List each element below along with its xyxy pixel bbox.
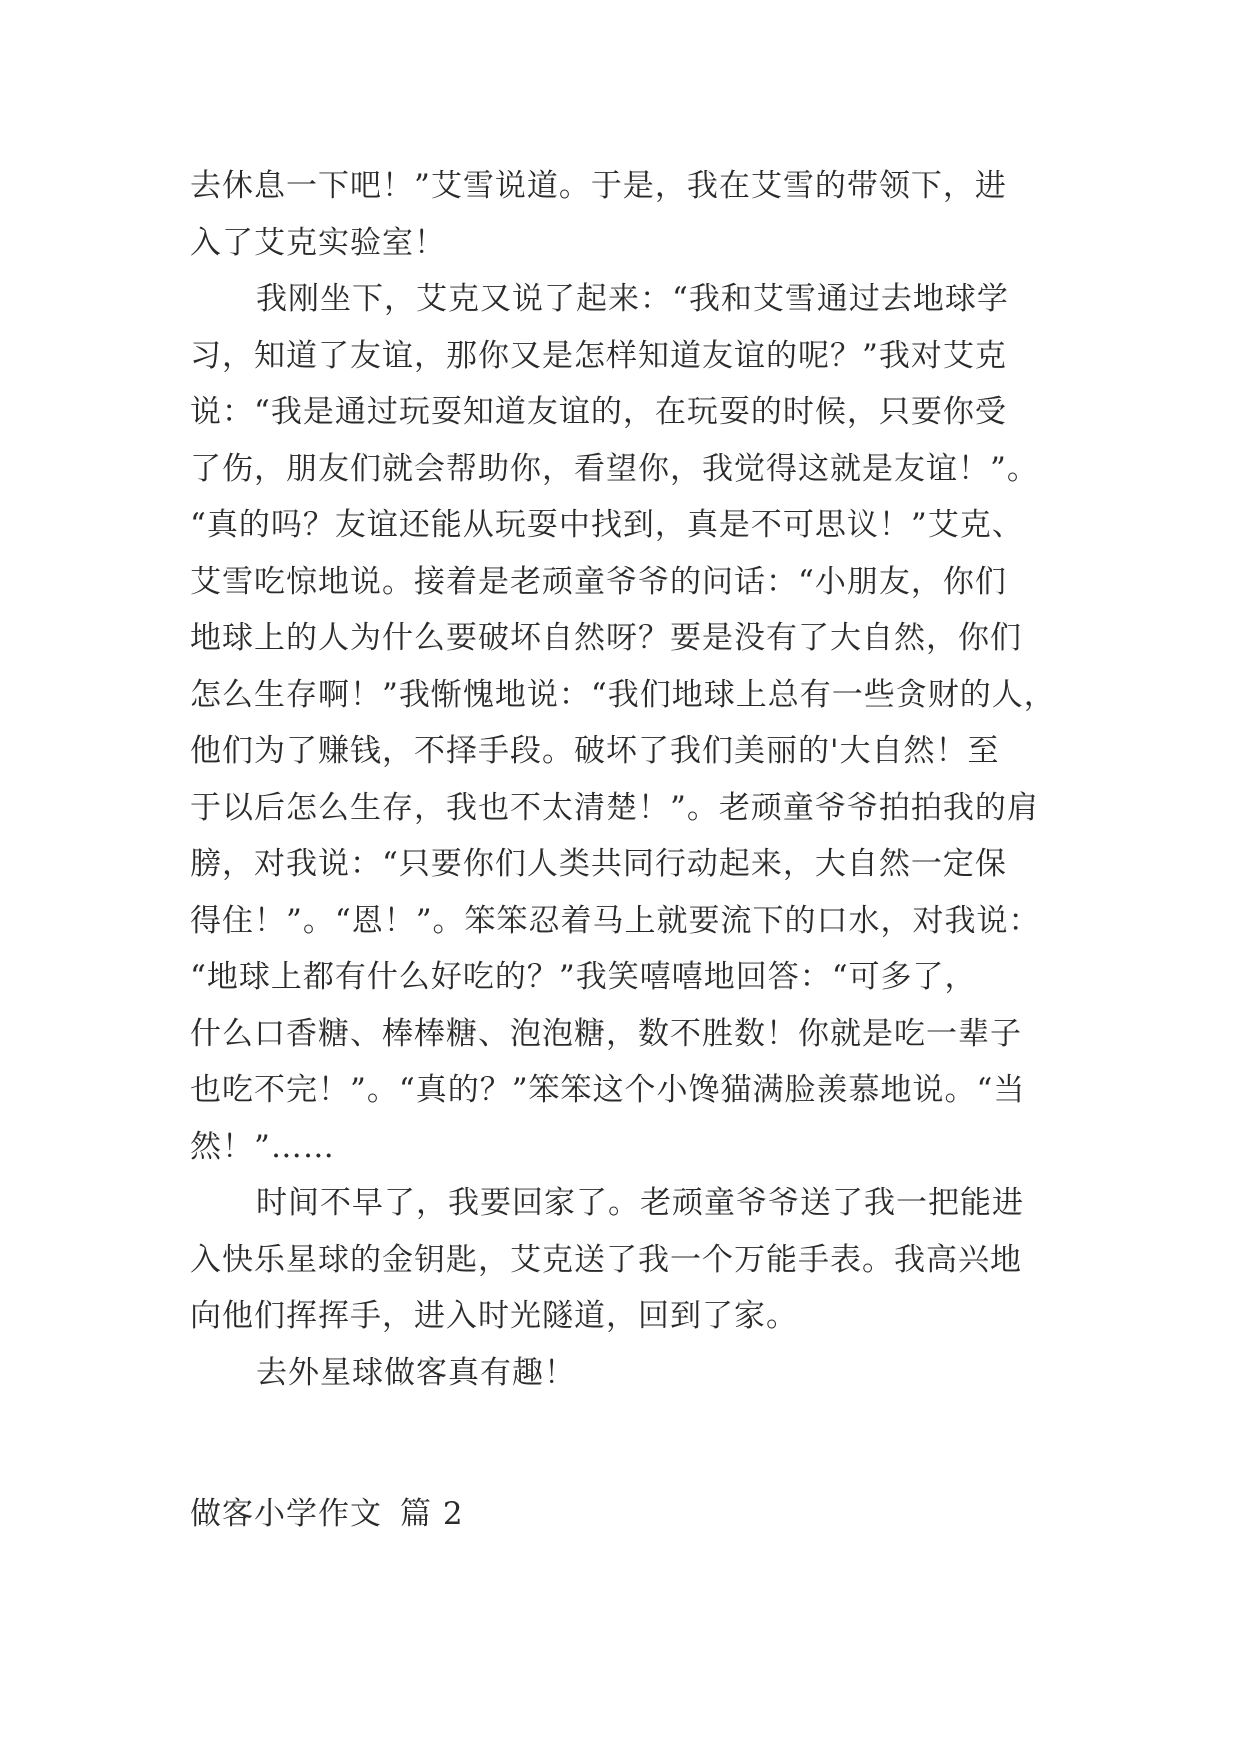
section-number: 篇 2 bbox=[400, 1496, 464, 1532]
text-line: 艾雪吃惊地说。接着是老顽童爷爷的问话：“小朋友，你们 bbox=[190, 563, 1007, 600]
text-line: 地球上的人为什么要破坏自然呀？要是没有了大自然，你们 bbox=[190, 620, 1022, 656]
text-line: 了伤，朋友们就会帮助你，看望你，我觉得这就是友谊！”。 bbox=[190, 450, 1039, 487]
text-line: “地球上都有什么好吃的？”我笑嘻嘻地回答：“可多了， bbox=[190, 959, 977, 995]
text-line: 向他们挥挥手，进入时光隧道，回到了家。 bbox=[190, 1298, 798, 1334]
text-line: 什么口香糖、棒棒糖、泡泡糖，数不胜数！你就是吃一辈子 bbox=[190, 1015, 1022, 1052]
text-line: 习，知道了友谊，那你又是怎样知道友谊的呢？”我对艾克 bbox=[190, 337, 1007, 374]
text-line: 得住！”。“恩！”。笨笨忍着马上就要流下的口水，对我说： bbox=[190, 902, 1041, 939]
paragraph-first-line: 我刚坐下，艾克又说了起来：“我和艾雪通过去地球学 bbox=[256, 281, 1009, 317]
paragraph-first-line: 去外星球做客真有趣！ bbox=[256, 1354, 576, 1391]
section-heading bbox=[190, 1486, 464, 1542]
text-line: 入快乐星球的金钥匙，艾克送了我一个万能手表。我高兴地 bbox=[190, 1241, 1022, 1278]
text-line: 他们为了赚钱，不择手段。破坏了我们美丽的'大自然！至 bbox=[190, 733, 1000, 769]
section-title: 做客小学作文 bbox=[190, 1496, 382, 1532]
article-body bbox=[190, 158, 1070, 1401]
text-line: 于以后怎么生存，我也不太清楚！”。老顽童爷爷拍拍我的肩 bbox=[190, 789, 1039, 826]
text-line: 怎么生存啊！”我惭愧地说：“我们地球上总有一些贪财的人， bbox=[190, 676, 1056, 713]
text-line: 去休息一下吧！”艾雪说道。于是，我在艾雪的带领下，进 bbox=[190, 168, 1007, 204]
text-line: 说：“我是通过玩耍知道友谊的，在玩耍的时候，只要你受 bbox=[190, 394, 1007, 430]
paragraph-first-line: 时间不早了，我要回家了。老顽童爷爷送了我一把能进 bbox=[256, 1185, 1024, 1221]
text-line: 然！”…… bbox=[190, 1128, 335, 1165]
text-line: 也吃不完！”。“真的？”笨笨这个小馋猫满脸羡慕地说。“当 bbox=[190, 1072, 1026, 1108]
text-line: 入了艾克实验室！ bbox=[190, 224, 446, 261]
text-line: 膀，对我说：“只要你们人类共同行动起来，大自然一定保 bbox=[190, 846, 1007, 882]
text-line: “真的吗？友谊还能从玩耍中找到，真是不可思议！”艾克、 bbox=[190, 507, 1024, 543]
